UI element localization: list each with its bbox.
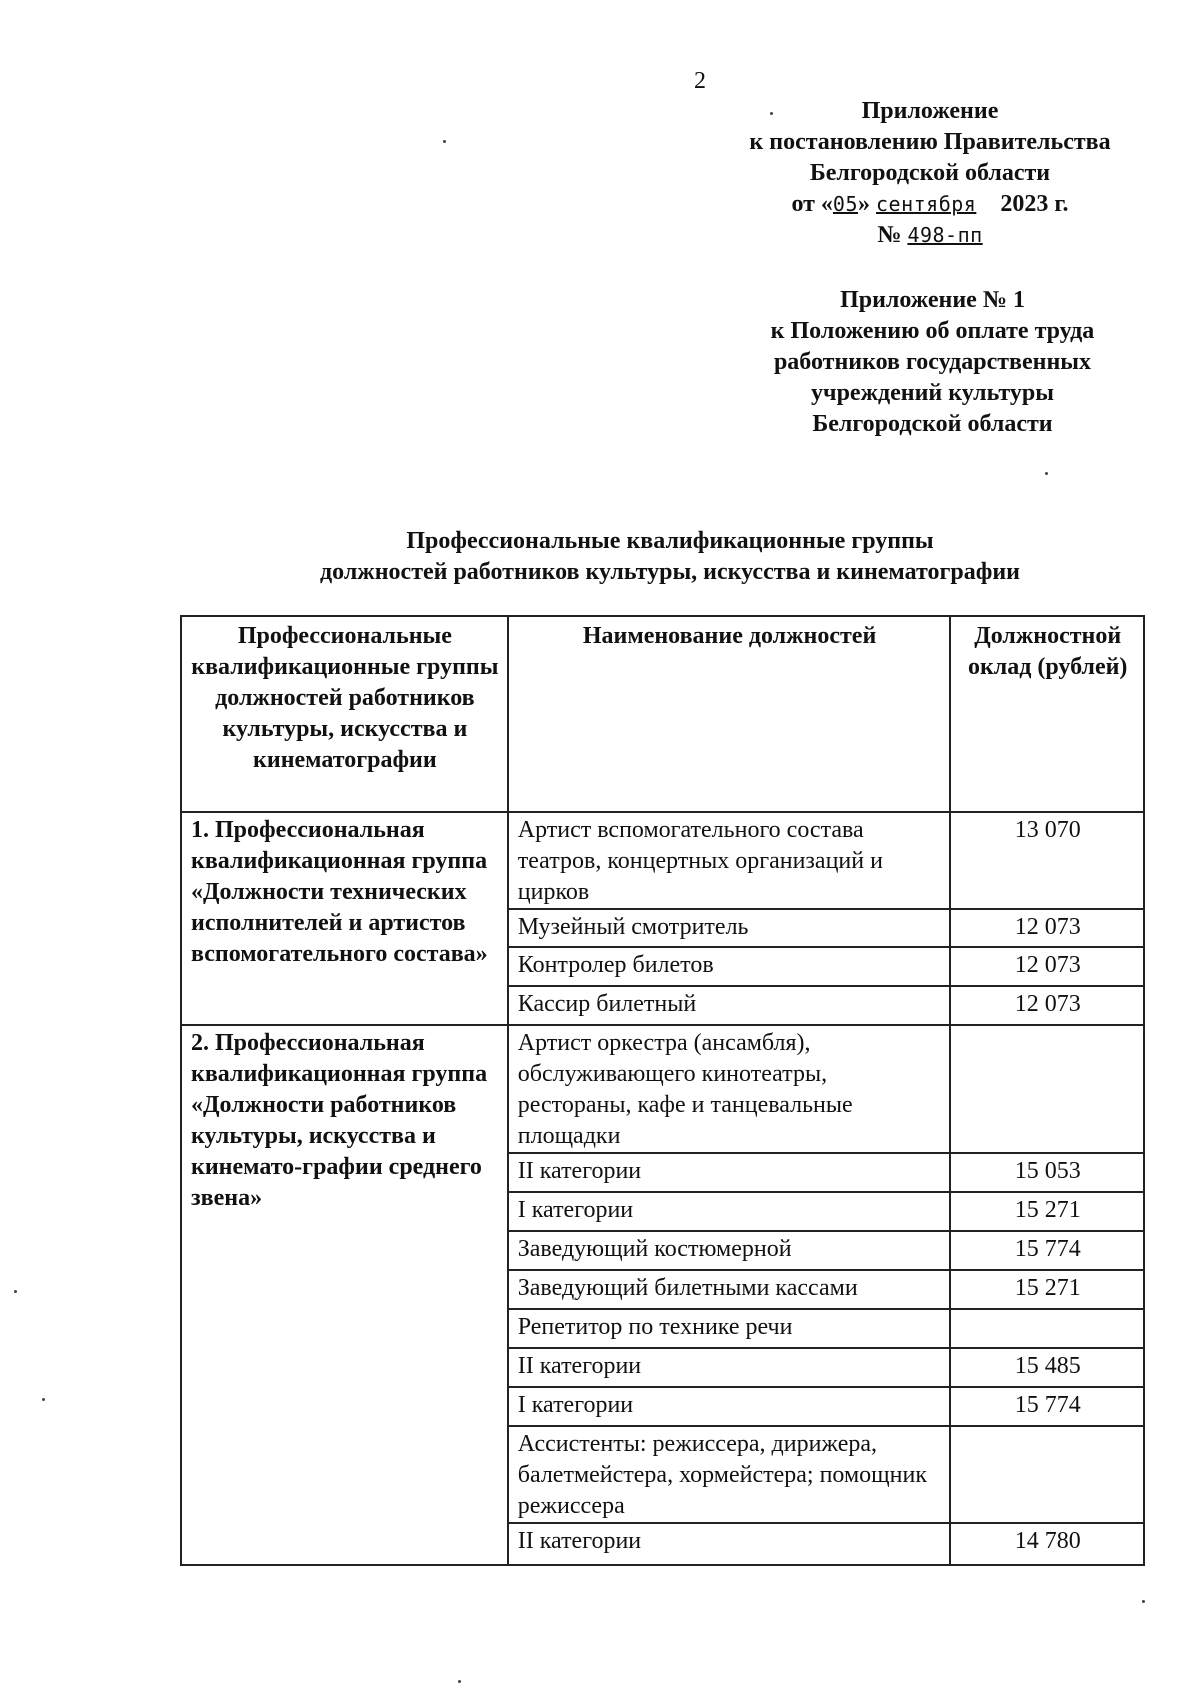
annex-line-3: работников государственных <box>773 349 1092 375</box>
salary-cell: 15 774 <box>950 1387 1144 1426</box>
annex-line-4: учреждений культуры <box>811 380 1054 406</box>
date-prefix: от « <box>791 191 833 217</box>
salary-cell: 15 271 <box>950 1192 1144 1231</box>
position-cell: Кассир билетный <box>508 986 951 1025</box>
header-salary: Должностной оклад (рублей) <box>950 616 1144 812</box>
date-year: 2023 г. <box>1000 191 1069 217</box>
salary-cell: 15 271 <box>950 1270 1144 1309</box>
page-number: 2 <box>694 68 706 94</box>
approval-line-1: Приложение <box>861 98 999 124</box>
number-value: 498-пп <box>907 223 983 247</box>
approval-number-line <box>690 220 1170 251</box>
annex-header <box>715 285 1150 440</box>
salary-cell <box>950 1426 1144 1523</box>
scan-speck <box>1045 472 1048 475</box>
position-cell: II категории <box>508 1348 951 1387</box>
scan-speck <box>1142 1600 1145 1603</box>
number-prefix: № <box>877 222 902 248</box>
position-cell: Репетитор по технике речи <box>508 1309 951 1348</box>
table-row <box>181 812 1144 909</box>
position-cell: II категории <box>508 1523 951 1565</box>
group-2-name: 2. Профессиональная квалификационная группа «Должности работников культуры, искусства и кинемато-графии среднего звена» <box>181 1025 508 1565</box>
date-day: 05 <box>832 192 859 216</box>
salary-cell: 15 053 <box>950 1153 1144 1192</box>
salary-cell: 15 774 <box>950 1231 1144 1270</box>
scan-speck <box>14 1290 17 1293</box>
approval-line-3: Белгородской области <box>809 160 1051 186</box>
salary-cell: 13 070 <box>950 812 1144 909</box>
table-header-row <box>181 616 1144 812</box>
scan-speck <box>458 1680 461 1683</box>
salary-cell: 12 073 <box>950 986 1144 1025</box>
position-cell: I категории <box>508 1387 951 1426</box>
title-line-2: должностей работников культуры, искусства и кинематографии <box>320 559 1020 585</box>
scan-speck <box>42 1398 45 1401</box>
salary-table <box>180 615 1145 1566</box>
position-cell: Артист вспомогательного состава театров, концертных организаций и цирков <box>508 812 951 909</box>
document-title <box>180 526 1160 588</box>
header-groups: Профессиональные квалификационные группы должностей работников культуры, искусства и кинематографии <box>181 616 508 812</box>
approval-date-line <box>690 189 1170 220</box>
annex-line-2: к Положению об оплате труда <box>770 318 1095 344</box>
position-cell: Контролер билетов <box>508 947 951 986</box>
table-row <box>181 1025 1144 1153</box>
position-cell: Музейный смотритель <box>508 909 951 947</box>
annex-line-1: Приложение № 1 <box>840 287 1025 313</box>
salary-cell: 15 485 <box>950 1348 1144 1387</box>
approval-line-2: к постановлению Правительства <box>749 129 1111 155</box>
position-cell: I категории <box>508 1192 951 1231</box>
salary-cell <box>950 1309 1144 1348</box>
header-positions: Наименование должностей <box>508 616 951 812</box>
salary-cell: 12 073 <box>950 947 1144 986</box>
salary-cell: 14 780 <box>950 1523 1144 1565</box>
position-cell: Артист оркестра (ансамбля), обслуживающего кинотеатры, рестораны, кафе и танцевальные площадки <box>508 1025 951 1153</box>
group-1-name: 1. Профессиональная квалификационная группа «Должности технических исполнителей и артистов вспомогательного состава» <box>181 812 508 1025</box>
title-line-1: Профессиональные квалификационные группы <box>406 528 934 554</box>
annex-line-5: Белгородской области <box>812 411 1053 437</box>
scan-speck <box>770 112 773 115</box>
position-cell: II категории <box>508 1153 951 1192</box>
salary-cell: 12 073 <box>950 909 1144 947</box>
scan-speck <box>443 140 446 143</box>
date-mid: » <box>858 191 871 217</box>
date-month: сентября <box>876 192 977 216</box>
salary-cell <box>950 1025 1144 1153</box>
position-cell: Заведующий билетными кассами <box>508 1270 951 1309</box>
position-cell: Ассистенты: режиссера, дирижера, балетмейстера, хормейстера; помощник режиссера <box>508 1426 951 1523</box>
position-cell: Заведующий костюмерной <box>508 1231 951 1270</box>
approval-header <box>690 96 1170 251</box>
